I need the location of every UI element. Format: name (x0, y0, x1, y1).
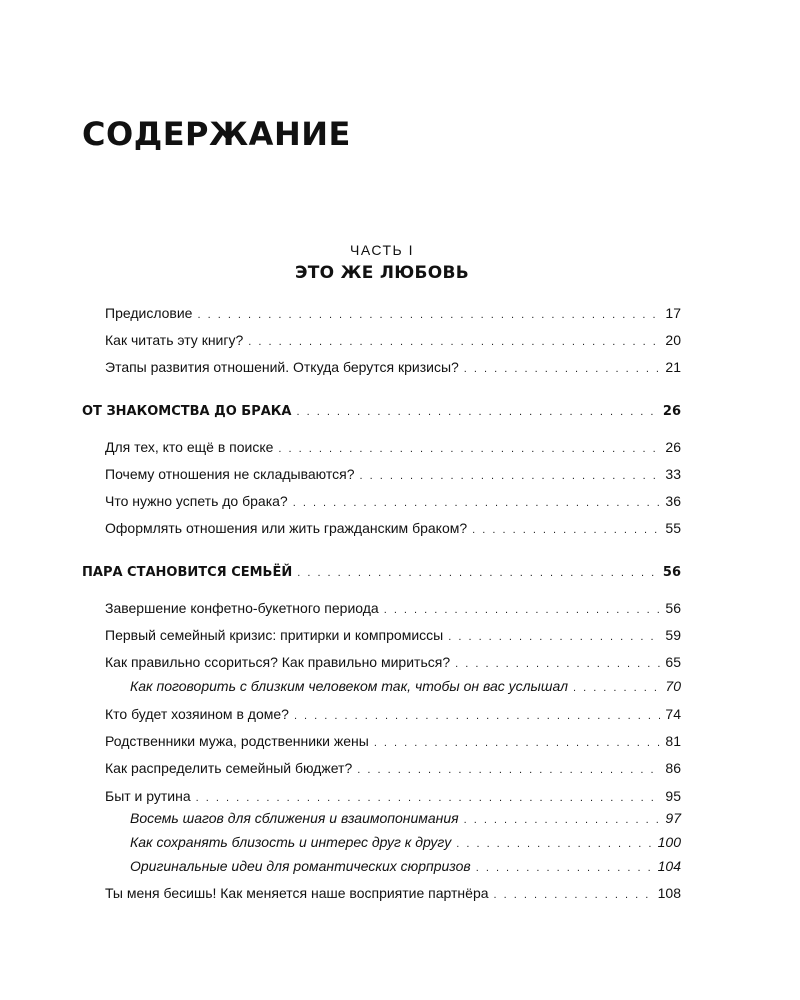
toc-page-number: 97 (665, 810, 681, 826)
toc-page-number: 74 (665, 706, 681, 722)
toc-entry-text: Оригинальные идеи для романтических сюрпризов (130, 858, 471, 874)
toc-entry-why-not-working[interactable] (105, 463, 681, 485)
toc-page-number: 20 (665, 332, 681, 348)
leader-dots (196, 787, 661, 809)
toc-page-number: 17 (665, 305, 681, 321)
toc-page-number: 81 (665, 733, 681, 749)
leader-dots (455, 653, 660, 675)
toc-entry-searching[interactable] (105, 436, 681, 458)
leader-dots (297, 562, 658, 584)
toc-entry-text: Этапы развития отношений. Откуда берутся кризисы? (105, 359, 459, 375)
toc-entry-text: Родственники мужа, родственники жены (105, 733, 369, 749)
part-label: ЧАСТЬ I (349, 242, 415, 258)
leader-dots (464, 358, 661, 380)
leader-dots (278, 438, 660, 460)
leader-dots (456, 833, 652, 855)
toc-entry-first-crisis[interactable] (105, 624, 681, 646)
toc-entry-text: Как распределить семейный бюджет? (105, 760, 353, 776)
toc-entry-text: Как читать эту книгу? (105, 332, 244, 348)
leader-dots (384, 599, 661, 621)
toc-page-number: 100 (657, 834, 681, 850)
toc-section-title: ОТ ЗНАКОМСТВА ДО БРАКА (82, 404, 292, 419)
toc-page-number: 36 (665, 493, 681, 509)
leader-dots (293, 492, 661, 514)
toc-entry-end-of-courtship[interactable] (105, 597, 681, 619)
part-title: ЭТО ЖЕ ЛЮБОВЬ (294, 263, 470, 283)
toc-entry-text: Для тех, кто ещё в поиске (105, 439, 274, 455)
toc-entry-budget[interactable] (105, 757, 681, 779)
leader-dots (573, 677, 660, 699)
toc-entry-text: Первый семейный кризис: притирки и компромиссы (105, 627, 444, 643)
toc-page-number: 56 (662, 565, 681, 580)
leader-dots (464, 809, 661, 831)
toc-entry-text: Восемь шагов для сближения и взаимопонимания (130, 810, 459, 826)
toc-entry-relatives[interactable] (105, 730, 681, 752)
toc-section-acquaintance[interactable] (82, 401, 681, 423)
page-title: СОДЕРЖАНИЕ (82, 115, 351, 153)
leader-dots (448, 626, 660, 648)
toc-entry-civil-marriage[interactable] (105, 517, 681, 539)
toc-page-number: 21 (665, 359, 681, 375)
toc-entry-annoyance[interactable] (105, 882, 681, 904)
toc-entry-text: Быт и рутина (105, 788, 191, 804)
toc-page-number: 55 (665, 520, 681, 536)
toc-page-number: 65 (665, 654, 681, 670)
toc-entry-text: Ты меня бесишь! Как меняется наше восприятие партнёра (105, 885, 489, 901)
toc-entry-preface[interactable] (105, 302, 681, 324)
toc-entry-text: Почему отношения не складываются? (105, 466, 355, 482)
toc-entry-before-marriage[interactable] (105, 490, 681, 512)
toc-section-title: ПАРА СТАНОВИТСЯ СЕМЬЁЙ (82, 565, 293, 580)
toc-page-number: 86 (665, 760, 681, 776)
toc-subentry-be-heard[interactable] (130, 675, 681, 697)
toc-subentry-eight-steps[interactable] (130, 807, 681, 829)
toc-page-number: 33 (665, 466, 681, 482)
leader-dots (296, 401, 657, 423)
toc-page-number: 26 (665, 439, 681, 455)
toc-page-number: 104 (657, 858, 681, 874)
leader-dots (197, 304, 660, 326)
toc-entry-routine[interactable] (105, 785, 681, 807)
toc-entry-quarrel[interactable] (105, 651, 681, 673)
toc-page-number: 56 (665, 600, 681, 616)
leader-dots (472, 519, 660, 541)
toc-entry-text: Оформлять отношения или жить гражданским браком? (105, 520, 468, 536)
toc-entry-text: Что нужно успеть до брака? (105, 493, 288, 509)
leader-dots (360, 465, 661, 487)
leader-dots (248, 331, 660, 353)
toc-page-number: 95 (665, 788, 681, 804)
toc-entry-text: Предисловие (105, 305, 193, 321)
toc-entry-text: Как сохранять близость и интерес друг к другу (130, 834, 452, 850)
toc-page-number: 59 (665, 627, 681, 643)
toc-entry-how-to-read[interactable] (105, 329, 681, 351)
toc-page-number: 70 (665, 678, 681, 694)
leader-dots (476, 857, 653, 879)
toc-page-number: 108 (657, 885, 681, 901)
toc-entry-master-of-house[interactable] (105, 703, 681, 725)
toc-entry-text: Кто будет хозяином в доме? (105, 706, 289, 722)
toc-subentry-romantic-ideas[interactable] (130, 855, 681, 877)
leader-dots (294, 705, 660, 727)
toc-subentry-keep-closeness[interactable] (130, 831, 681, 853)
toc-page-number: 26 (662, 404, 681, 419)
toc-entry-text: Как поговорить с близким человеком так, чтобы он вас услышал (130, 678, 568, 694)
leader-dots (374, 732, 661, 754)
toc-entry-stages[interactable] (105, 356, 681, 378)
leader-dots (494, 884, 653, 906)
toc-section-family[interactable] (82, 562, 681, 584)
leader-dots (357, 759, 660, 781)
toc-entry-text: Завершение конфетно-букетного периода (105, 600, 379, 616)
toc-entry-text: Как правильно ссориться? Как правильно мириться? (105, 654, 451, 670)
